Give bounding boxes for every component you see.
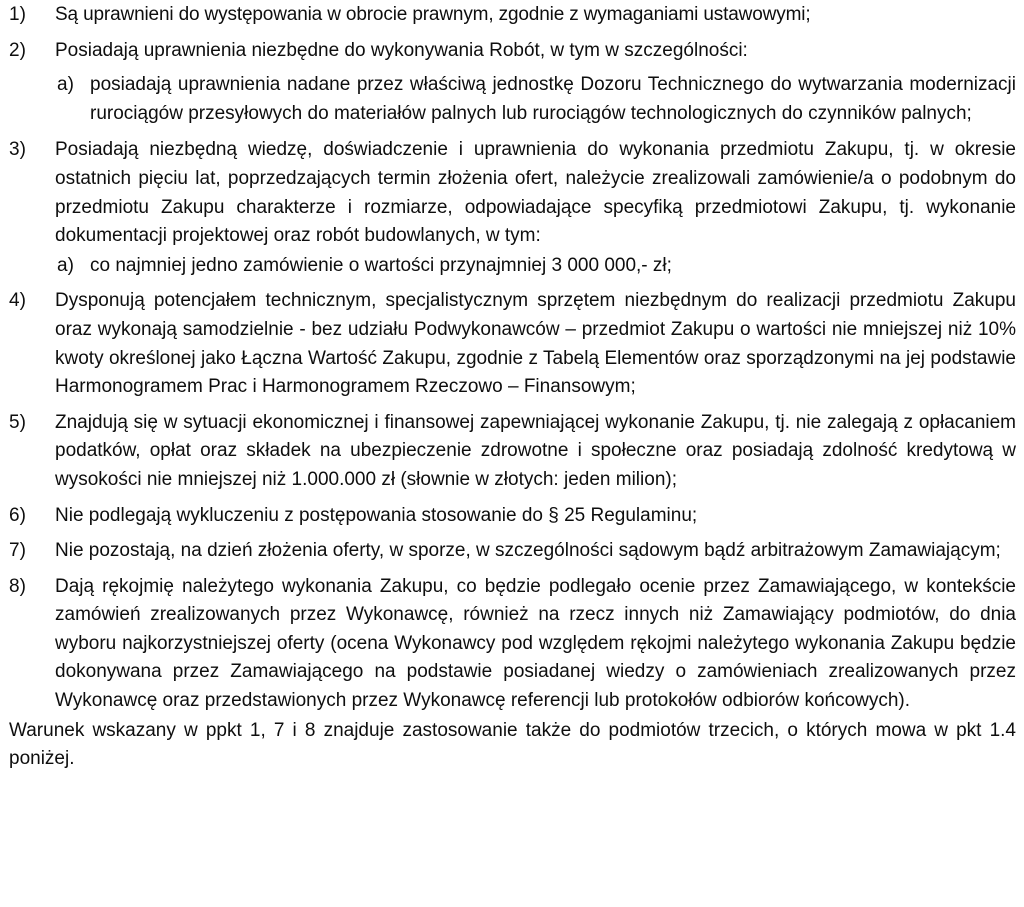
list-item-text: Znajdują się w sytuacji ekonomicznej i finansowej zapewniającej wykonanie Zakupu, tj. nie zalegają z opłacaniem podatków, opłat oraz składek na ubezpieczenie zdrowotne i społeczne oraz posiadają zdolność kredytową w wysokości nie mniejszej niż 1.000.000 zł (słownie w złotych: jeden milion); [55, 411, 1016, 490]
footer-note [0, 717, 1024, 774]
list-number: 1) [9, 4, 26, 25]
list-item-3 [0, 136, 1024, 250]
list-number: 4) [9, 290, 26, 312]
list-item-text: Dysponują potencjałem technicznym, specjalistycznym sprzętem niezbędnym do realizacji przedmiotu Zakupu oraz wykonają samodzielnie - bez udziału Podwykonawców – przedmiot Zakupu o wartości nie mniejszej niż 10% kwoty określonej jako Łączna Wartość Zakupu, zgodnie z Tabelą Elementów oraz sporządzonymi na jej podstawie Harmonogramem Prac i Harmonogramem Rzeczowo – Finansowym; [55, 290, 1016, 398]
sub-item-2a [0, 71, 1024, 128]
footer-text: Warunek wskazany w ppkt 1, 7 i 8 znajduje zastosowanie także do podmiotów trzecich, o których mowa w pkt 1.4 poniżej. [9, 719, 1016, 770]
list-item-7 [0, 537, 1024, 566]
list-item-1 [0, 1, 1024, 30]
list-item-text: Dają rękojmię należytego wykonania Zakupu, co będzie podlegało ocenie przez Zamawiającego, w kontekście zamówień zrealizowanych przez Wykonawcę, również na rzecz innych niż Zamawiający podmiotów, do dnia wyboru najkorzystniejszej oferty (ocena Wykonawcy pod względem rękojmi należytego wykonania Zakupu będzie dokonywana przez Zamawiającego na podstawie posiadanej wiedzy o zamówieniach zrealizowanych przez Wykonawcę oraz przedstawionych przez Wykonawcę referencji lub protokołów odbiorów końcowych). [55, 575, 1016, 712]
list-number: 6) [9, 504, 26, 526]
list-item-text: Posiadają niezbędną wiedzę, doświadczenie i uprawnienia do wykonania przedmiotu Zakupu, tj. w okresie ostatnich pięciu lat, poprzedzających termin złożenia ofert, należycie zrealizowali zamówienie/a o podobnym do przedmiotu Zakupu charakterze i rozmiarze, odpowiadające specyfiką przedmiotowi Zakupu, tj. wykonanie dokumentacji projektowej oraz robót budowlanych, w tym: [55, 139, 1016, 247]
list-item-4 [0, 287, 1024, 401]
list-item-text: Nie pozostają, na dzień złożenia oferty, w sporze, w szczególności sądowym bądź arbitrażowym Zamawiającym; [55, 540, 1001, 562]
sub-item-text: posiadają uprawnienia nadane przez właściwą jednostkę Dozoru Technicznego do wytwarzania modernizacji rurociągów przesyłowych do materiałów palnych lub rurociągów technologicznych do czynników palnych; [90, 74, 1016, 124]
list-number: 7) [9, 540, 26, 562]
list-item-text: Posiadają uprawnienia niezbędne do wykonywania Robót, w tym w szczególności: [55, 39, 748, 61]
sub-item-letter: a) [57, 74, 74, 96]
list-item-8 [0, 573, 1024, 716]
list-number: 2) [9, 39, 26, 61]
list-number: 8) [9, 575, 26, 597]
list-item-text: Są uprawnieni do występowania w obrocie prawnym, zgodnie z wymaganiami ustawowymi; [55, 4, 811, 25]
list-number: 3) [9, 139, 26, 161]
sub-item-letter: a) [57, 254, 74, 276]
sub-item-3a [0, 252, 1024, 281]
list-number: 5) [9, 411, 26, 433]
list-item-text: Nie podlegają wykluczeniu z postępowania stosowanie do § 25 Regulaminu; [55, 504, 698, 526]
list-item-2 [0, 37, 1024, 66]
sub-item-text: co najmniej jedno zamówienie o wartości przynajmniej 3 000 000,- zł; [90, 254, 672, 276]
list-item-6 [0, 502, 1024, 531]
list-item-5 [0, 409, 1024, 495]
